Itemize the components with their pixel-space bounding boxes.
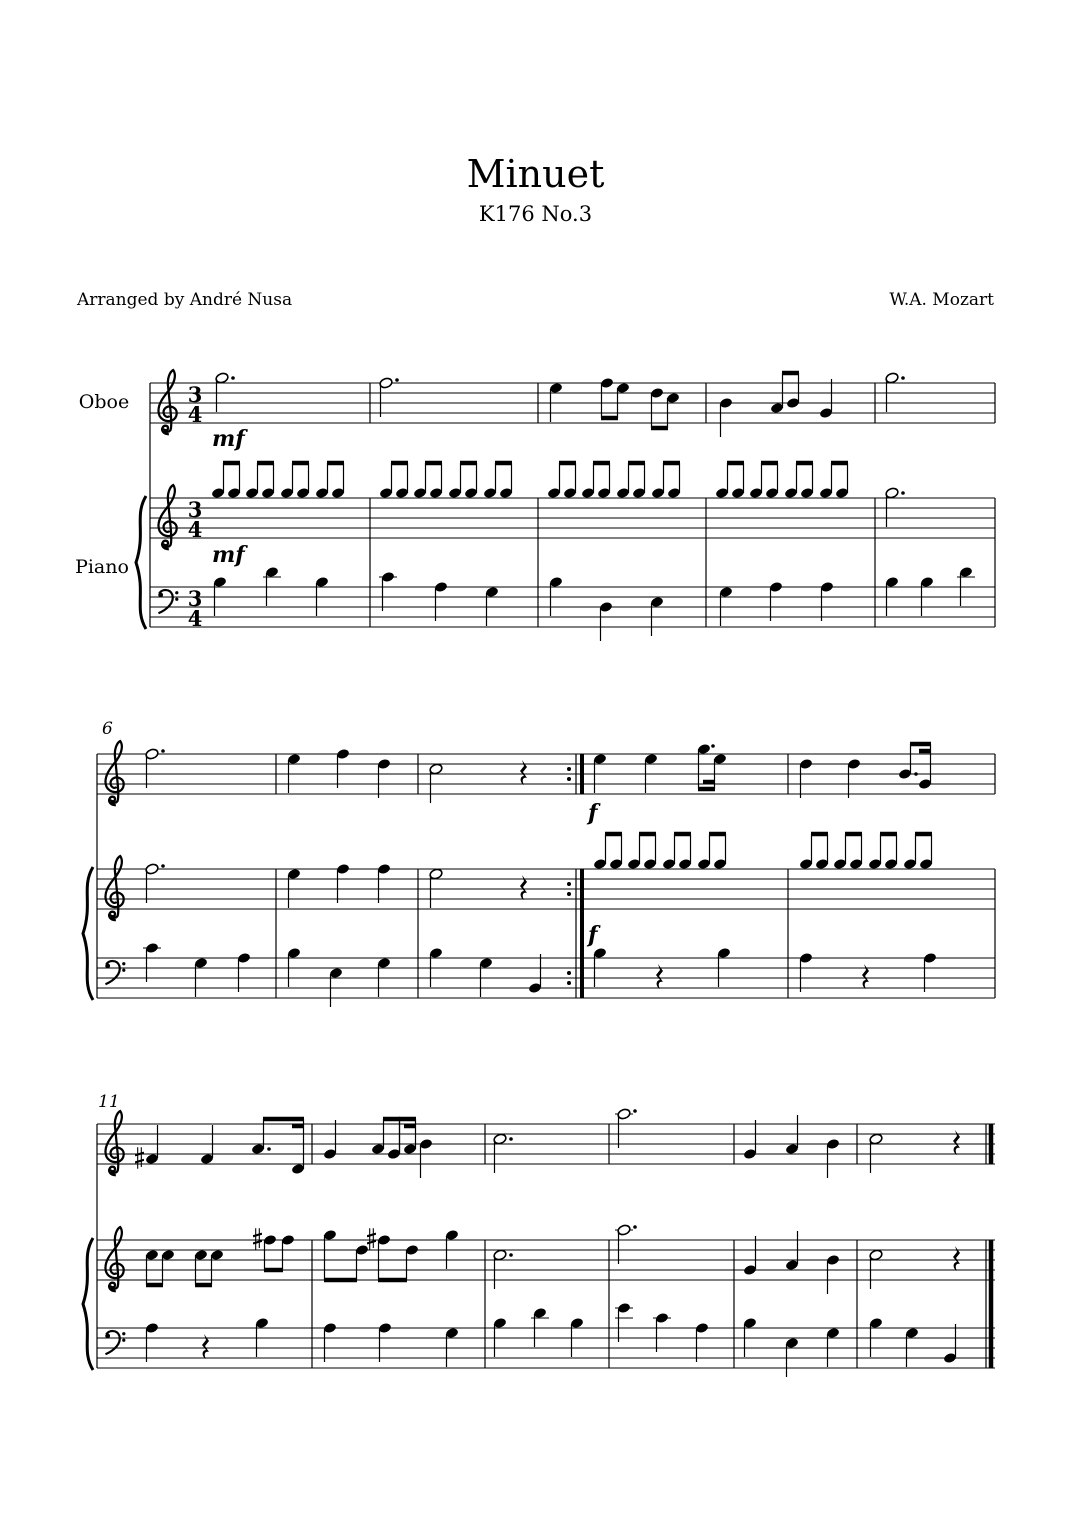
- augmentation-dot: [395, 378, 399, 382]
- treble-clef-icon: [158, 370, 176, 434]
- dynamic-f: f: [588, 922, 598, 948]
- bass-clef-icon: [105, 961, 125, 984]
- time-signature-bottom: 4: [187, 517, 203, 542]
- treble-clef-icon: [105, 1111, 123, 1175]
- music-notation: [83, 370, 995, 1377]
- bass-clef-icon: [158, 590, 178, 613]
- sharp-icon: [367, 1228, 376, 1250]
- time-signature-bottom: 4: [187, 606, 203, 631]
- treble-clef-icon: [105, 856, 123, 920]
- time-signature-top: 3: [187, 497, 203, 522]
- treble-clef-icon: [105, 741, 123, 805]
- brace-icon: [83, 867, 93, 1000]
- repeat-dot: [567, 981, 571, 985]
- augmentation-dot: [231, 376, 235, 380]
- measure-number-6: 6: [102, 719, 113, 739]
- score-subtitle: K176 No.3: [478, 202, 593, 226]
- augmentation-dot: [901, 376, 905, 380]
- instrument-label-piano: Piano: [75, 556, 129, 578]
- augmentation-dot: [901, 491, 905, 495]
- brace-icon: [136, 496, 146, 629]
- bass-clef-icon: [105, 1331, 125, 1354]
- time-signature-top: 3: [187, 382, 203, 407]
- augmentation-dot: [509, 1253, 513, 1257]
- time-signature-top: 3: [187, 586, 203, 611]
- augmentation-dot: [711, 744, 715, 748]
- treble-clef-icon: [158, 485, 176, 549]
- arranger-credit: Arranged by André Nusa: [77, 290, 293, 310]
- repeat-dot: [567, 767, 571, 771]
- augmentation-dot: [633, 1109, 637, 1113]
- sharp-icon: [253, 1228, 262, 1250]
- repeat-dot: [567, 882, 571, 886]
- score-title: Minuet: [466, 152, 605, 196]
- dynamic-mf: mf: [212, 426, 245, 452]
- composer-credit: W.A. Mozart: [889, 290, 994, 310]
- instrument-label-oboe: Oboe: [78, 391, 130, 413]
- measure-number-11: 11: [98, 1092, 120, 1112]
- dynamic-f: f: [588, 800, 598, 826]
- augmentation-dot: [267, 1147, 271, 1151]
- repeat-dot: [567, 777, 571, 781]
- augmentation-dot: [161, 749, 165, 753]
- augmentation-dot: [509, 1137, 513, 1141]
- repeat-dot: [567, 892, 571, 896]
- augmentation-dot: [914, 772, 918, 776]
- augmentation-dot: [161, 864, 165, 868]
- time-signature-bottom: 4: [187, 402, 203, 427]
- treble-clef-icon: [105, 1227, 123, 1291]
- sharp-icon: [135, 1147, 144, 1169]
- dynamic-mf: mf: [212, 542, 245, 568]
- augmentation-dot: [633, 1225, 637, 1229]
- brace-icon: [83, 1238, 93, 1370]
- repeat-dot: [567, 971, 571, 975]
